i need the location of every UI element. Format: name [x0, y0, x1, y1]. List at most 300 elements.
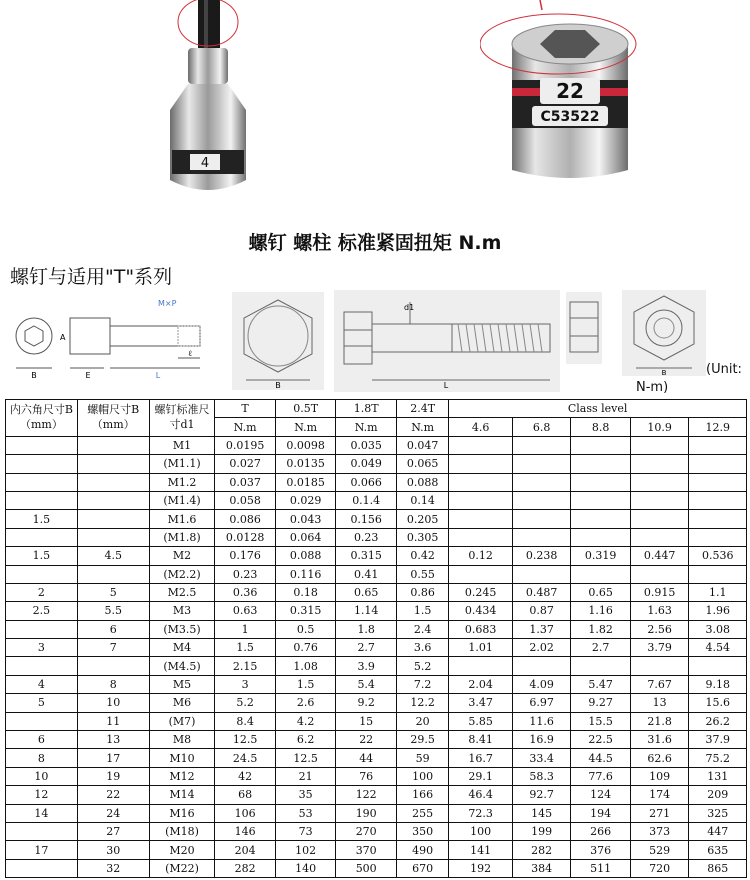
header-unit-05t: N.m: [275, 418, 336, 436]
cell-t18: 0.41: [336, 565, 397, 583]
cell-class-12-9: 15.6: [689, 694, 747, 712]
header-05t: 0.5T: [275, 400, 336, 418]
cell-t24: 20: [396, 712, 448, 730]
cell-t05: 0.029: [275, 491, 336, 509]
cell-class-12-9: [689, 473, 747, 491]
cell-class-4-6: 0.683: [449, 620, 513, 638]
cell-t: 0.086: [215, 510, 276, 528]
cell-class-4-6: 0.12: [449, 547, 513, 565]
cell-screw-size: M5: [149, 675, 215, 693]
cell-class-6-8: [512, 528, 570, 546]
cell-hex-size: 3: [6, 639, 78, 657]
cell-t05: 0.088: [275, 547, 336, 565]
cell-t: 2.15: [215, 657, 276, 675]
cell-class-8-8: [571, 657, 631, 675]
cell-class-8-8: 2.7: [571, 639, 631, 657]
cell-t18: 15: [336, 712, 397, 730]
cell-class-10-9: [630, 473, 688, 491]
cell-class-8-8: [571, 510, 631, 528]
cell-class-10-9: 2.56: [630, 620, 688, 638]
cell-class-8-8: [571, 491, 631, 509]
cell-nut-size: 30: [77, 841, 149, 859]
cell-screw-size: (M18): [149, 822, 215, 840]
cell-t: 0.23: [215, 565, 276, 583]
cell-class-4-6: [449, 657, 513, 675]
cell-screw-size: (M2.2): [149, 565, 215, 583]
cell-screw-size: M3: [149, 602, 215, 620]
cell-class-4-6: [449, 510, 513, 528]
cell-class-8-8: 1.16: [571, 602, 631, 620]
cell-nut-size: 22: [77, 786, 149, 804]
socket2-size-label: 22: [556, 79, 584, 103]
cell-t24: 0.14: [396, 491, 448, 509]
cell-t24: 0.55: [396, 565, 448, 583]
table-row: [6, 565, 747, 583]
cell-class-10-9: [630, 455, 688, 473]
cell-class-10-9: 109: [630, 767, 688, 785]
b-label-1: B: [31, 371, 37, 380]
cell-nut-size: 4.5: [77, 547, 149, 565]
cell-t24: 0.305: [396, 528, 448, 546]
cell-class-6-8: 384: [512, 859, 570, 877]
cell-class-10-9: 31.6: [630, 731, 688, 749]
cell-t05: 1.5: [275, 675, 336, 693]
cell-class-4-6: 16.7: [449, 749, 513, 767]
cell-hex-size: [6, 822, 78, 840]
cell-class-4-6: 2.04: [449, 675, 513, 693]
table-row: [6, 731, 747, 749]
cell-class-12-9: 209: [689, 786, 747, 804]
cell-hex-size: 12: [6, 786, 78, 804]
cell-t24: 670: [396, 859, 448, 877]
header-class-6-8: 6.8: [512, 418, 570, 436]
cell-class-8-8: 124: [571, 786, 631, 804]
cell-t: 24.5: [215, 749, 276, 767]
cell-class-8-8: 194: [571, 804, 631, 822]
cell-screw-size: M1.6: [149, 510, 215, 528]
section-subtitle: 螺钉与适用"T"系列: [10, 266, 173, 288]
cell-class-4-6: 100: [449, 822, 513, 840]
header-class-level: Class level: [449, 400, 747, 418]
cell-t05: 0.76: [275, 639, 336, 657]
cell-t24: 490: [396, 841, 448, 859]
cell-class-8-8: 22.5: [571, 731, 631, 749]
cell-class-12-9: 0.536: [689, 547, 747, 565]
cell-t05: 0.18: [275, 583, 336, 601]
cell-class-10-9: 174: [630, 786, 688, 804]
cell-t18: 0.315: [336, 547, 397, 565]
cell-nut-size: 5.5: [77, 602, 149, 620]
cell-screw-size: M4: [149, 639, 215, 657]
cell-class-6-8: [512, 436, 570, 454]
cell-t24: 0.205: [396, 510, 448, 528]
cell-nut-size: [77, 657, 149, 675]
cell-class-8-8: [571, 473, 631, 491]
cell-class-10-9: 720: [630, 859, 688, 877]
e-label: E: [85, 371, 91, 380]
cell-t18: 270: [336, 822, 397, 840]
unit-label-line2: N-m): [636, 380, 669, 395]
cell-t: 282: [215, 859, 276, 877]
cell-class-6-8: 1.37: [512, 620, 570, 638]
cell-t18: 2.7: [336, 639, 397, 657]
cell-class-12-9: 3.08: [689, 620, 747, 638]
cell-t24: 12.2: [396, 694, 448, 712]
table-row: [6, 528, 747, 546]
table-row: [6, 510, 747, 528]
cell-class-4-6: 141: [449, 841, 513, 859]
cell-t24: 100: [396, 767, 448, 785]
cell-class-4-6: [449, 491, 513, 509]
cell-class-12-9: 75.2: [689, 749, 747, 767]
table-row: [6, 712, 747, 730]
cell-class-8-8: 15.5: [571, 712, 631, 730]
header-unit-18t: N.m: [336, 418, 397, 436]
unit-label-line1: (Unit:: [706, 362, 742, 377]
a-label: A: [60, 333, 66, 342]
header-screw-size: 螺钉标准尺寸d1: [149, 400, 215, 437]
cell-hex-size: 1.5: [6, 510, 78, 528]
cell-class-4-6: 0.434: [449, 602, 513, 620]
cell-nut-size: [77, 491, 149, 509]
cell-screw-size: (M1.4): [149, 491, 215, 509]
cell-t: 3: [215, 675, 276, 693]
cell-nut-size: [77, 436, 149, 454]
cell-screw-size: M10: [149, 749, 215, 767]
cell-t05: 2.6: [275, 694, 336, 712]
socket1-size-label: 4: [200, 156, 210, 171]
cell-hex-size: 14: [6, 804, 78, 822]
cell-nut-size: [77, 455, 149, 473]
cell-screw-size: M20: [149, 841, 215, 859]
header-nut-size: 螺帽尺寸B（mm）: [77, 400, 149, 437]
cell-class-6-8: [512, 491, 570, 509]
cell-class-4-6: 192: [449, 859, 513, 877]
cell-class-10-9: [630, 491, 688, 509]
cell-t: 1.5: [215, 639, 276, 657]
cell-class-4-6: [449, 455, 513, 473]
cell-class-12-9: 865: [689, 859, 747, 877]
hex-bit-socket-photo: [150, 0, 260, 200]
cell-t18: 0.035: [336, 436, 397, 454]
cell-class-10-9: 7.67: [630, 675, 688, 693]
cell-class-12-9: [689, 491, 747, 509]
cell-t05: 0.0135: [275, 455, 336, 473]
cell-class-12-9: [689, 510, 747, 528]
cell-class-6-8: 0.87: [512, 602, 570, 620]
cell-screw-size: (M7): [149, 712, 215, 730]
socket2-code-label: C53522: [540, 109, 600, 125]
cell-screw-size: M1: [149, 436, 215, 454]
table-row: [6, 749, 747, 767]
cell-hex-size: 17: [6, 841, 78, 859]
cell-hex-size: [6, 455, 78, 473]
cell-nut-size: [77, 565, 149, 583]
cell-t18: 0.049: [336, 455, 397, 473]
table-row: [6, 639, 747, 657]
ell-label: ℓ: [188, 349, 192, 358]
cell-nut-size: 17: [77, 749, 149, 767]
torque-table: [5, 399, 747, 878]
cell-class-6-8: 58.3: [512, 767, 570, 785]
cell-class-10-9: 3.79: [630, 639, 688, 657]
cell-t05: 1.08: [275, 657, 336, 675]
cell-class-8-8: 9.27: [571, 694, 631, 712]
cell-hex-size: [6, 565, 78, 583]
cell-t05: 0.064: [275, 528, 336, 546]
cell-class-12-9: 9.18: [689, 675, 747, 693]
cell-class-4-6: 0.245: [449, 583, 513, 601]
cell-screw-size: (M1.1): [149, 455, 215, 473]
cell-class-4-6: [449, 565, 513, 583]
table-row: [6, 804, 747, 822]
cell-t05: 6.2: [275, 731, 336, 749]
cell-t18: 500: [336, 859, 397, 877]
header-class-10-9: 10.9: [630, 418, 688, 436]
cell-hex-size: 8: [6, 749, 78, 767]
cell-t24: 0.047: [396, 436, 448, 454]
cell-screw-size: M16: [149, 804, 215, 822]
cell-t18: 3.9: [336, 657, 397, 675]
cell-t05: 35: [275, 786, 336, 804]
cell-class-4-6: 29.1: [449, 767, 513, 785]
cell-class-6-8: [512, 657, 570, 675]
cell-t05: 0.0185: [275, 473, 336, 491]
header-24t: 2.4T: [396, 400, 448, 418]
cell-t: 204: [215, 841, 276, 859]
cell-class-8-8: [571, 455, 631, 473]
cell-t05: 21: [275, 767, 336, 785]
cell-screw-size: M1.2: [149, 473, 215, 491]
cell-class-12-9: 635: [689, 841, 747, 859]
cell-t18: 9.2: [336, 694, 397, 712]
cell-class-10-9: 13: [630, 694, 688, 712]
cell-class-8-8: 77.6: [571, 767, 631, 785]
cell-t: 1: [215, 620, 276, 638]
cell-t05: 0.315: [275, 602, 336, 620]
cell-class-8-8: 511: [571, 859, 631, 877]
header-unit-t: N.m: [215, 418, 276, 436]
cell-t18: 0.65: [336, 583, 397, 601]
cell-t24: 255: [396, 804, 448, 822]
cell-class-6-8: [512, 473, 570, 491]
cell-class-6-8: 33.4: [512, 749, 570, 767]
table-row: [6, 841, 747, 859]
cell-nut-size: 24: [77, 804, 149, 822]
cell-class-4-6: 72.3: [449, 804, 513, 822]
cell-class-12-9: 1.1: [689, 583, 747, 601]
table-header: [6, 400, 747, 437]
cell-nut-size: 10: [77, 694, 149, 712]
cell-class-10-9: [630, 565, 688, 583]
cell-class-6-8: 6.97: [512, 694, 570, 712]
table-row: [6, 547, 747, 565]
cell-nut-size: 32: [77, 859, 149, 877]
cell-hex-size: 2.5: [6, 602, 78, 620]
cell-nut-size: 8: [77, 675, 149, 693]
cell-hex-size: 10: [6, 767, 78, 785]
cell-class-8-8: 5.47: [571, 675, 631, 693]
cell-class-8-8: 0.65: [571, 583, 631, 601]
cell-class-6-8: 145: [512, 804, 570, 822]
b-label-3: B: [661, 369, 667, 376]
cell-t18: 5.4: [336, 675, 397, 693]
cell-nut-size: 5: [77, 583, 149, 601]
cell-class-8-8: 44.5: [571, 749, 631, 767]
l-label-1: L: [155, 371, 161, 380]
cell-screw-size: (M22): [149, 859, 215, 877]
cell-t24: 0.86: [396, 583, 448, 601]
cell-t24: 0.065: [396, 455, 448, 473]
cell-t05: 140: [275, 859, 336, 877]
cell-class-6-8: [512, 510, 570, 528]
cell-class-10-9: 373: [630, 822, 688, 840]
table-row: [6, 694, 747, 712]
cell-class-8-8: 376: [571, 841, 631, 859]
cell-class-6-8: 11.6: [512, 712, 570, 730]
table-row: [6, 657, 747, 675]
cell-t18: 190: [336, 804, 397, 822]
cell-class-12-9: [689, 528, 747, 546]
cell-t: 0.027: [215, 455, 276, 473]
cell-t05: 0.116: [275, 565, 336, 583]
cell-t: 0.0195: [215, 436, 276, 454]
cell-t05: 0.0098: [275, 436, 336, 454]
cell-nut-size: [77, 473, 149, 491]
cell-t18: 122: [336, 786, 397, 804]
table-row: [6, 473, 747, 491]
cell-t24: 166: [396, 786, 448, 804]
cell-hex-size: 5: [6, 694, 78, 712]
cell-class-10-9: 271: [630, 804, 688, 822]
cell-hex-size: 1.5: [6, 547, 78, 565]
header-class-12-9: 12.9: [689, 418, 747, 436]
cell-t18: 0.156: [336, 510, 397, 528]
cell-t24: 350: [396, 822, 448, 840]
cell-class-12-9: 325: [689, 804, 747, 822]
cell-class-4-6: [449, 436, 513, 454]
cell-class-12-9: 26.2: [689, 712, 747, 730]
cell-t: 0.0128: [215, 528, 276, 546]
cell-nut-size: 7: [77, 639, 149, 657]
cell-class-4-6: 5.85: [449, 712, 513, 730]
cell-class-10-9: 21.8: [630, 712, 688, 730]
cell-t: 42: [215, 767, 276, 785]
table-row: [6, 436, 747, 454]
cell-nut-size: 13: [77, 731, 149, 749]
cell-t05: 53: [275, 804, 336, 822]
cell-class-6-8: 16.9: [512, 731, 570, 749]
table-row: [6, 602, 747, 620]
cell-screw-size: M2: [149, 547, 215, 565]
cell-class-4-6: [449, 528, 513, 546]
cell-class-10-9: 1.63: [630, 602, 688, 620]
cell-class-6-8: [512, 455, 570, 473]
cell-class-8-8: 0.319: [571, 547, 631, 565]
header-class-8-8: 8.8: [571, 418, 631, 436]
cell-t18: 22: [336, 731, 397, 749]
cell-screw-size: M12: [149, 767, 215, 785]
cell-hex-size: [6, 528, 78, 546]
cell-t24: 2.4: [396, 620, 448, 638]
cell-class-10-9: 529: [630, 841, 688, 859]
cell-t: 0.176: [215, 547, 276, 565]
table-row: [6, 859, 747, 877]
cell-t18: 0.066: [336, 473, 397, 491]
cell-t18: 76: [336, 767, 397, 785]
cell-screw-size: M14: [149, 786, 215, 804]
cell-t05: 102: [275, 841, 336, 859]
table-row: [6, 767, 747, 785]
cell-t24: 59: [396, 749, 448, 767]
cell-t05: 73: [275, 822, 336, 840]
cell-class-6-8: 92.7: [512, 786, 570, 804]
cell-t: 5.2: [215, 694, 276, 712]
header-18t: 1.8T: [336, 400, 397, 418]
cell-class-8-8: [571, 436, 631, 454]
cell-class-6-8: 0.238: [512, 547, 570, 565]
cell-hex-size: 2: [6, 583, 78, 601]
table-body: [6, 436, 747, 877]
cell-nut-size: 27: [77, 822, 149, 840]
cell-screw-size: (M1.8): [149, 528, 215, 546]
cell-t24: 5.2: [396, 657, 448, 675]
cell-t05: 0.043: [275, 510, 336, 528]
cell-hex-size: [6, 620, 78, 638]
cell-t: 146: [215, 822, 276, 840]
cell-t24: 7.2: [396, 675, 448, 693]
table-row: [6, 455, 747, 473]
cell-t: 12.5: [215, 731, 276, 749]
cell-class-4-6: 8.41: [449, 731, 513, 749]
table-row: [6, 675, 747, 693]
cell-class-12-9: 4.54: [689, 639, 747, 657]
cell-t18: 1.8: [336, 620, 397, 638]
table-row: [6, 583, 747, 601]
cell-class-4-6: 3.47: [449, 694, 513, 712]
cell-t05: 0.5: [275, 620, 336, 638]
cell-t24: 0.42: [396, 547, 448, 565]
header-hex-socket-size: 内六角尺寸B（mm）: [6, 400, 78, 437]
cell-screw-size: M2.5: [149, 583, 215, 601]
cell-hex-size: 6: [6, 731, 78, 749]
cell-class-6-8: 199: [512, 822, 570, 840]
cell-class-6-8: 0.487: [512, 583, 570, 601]
cell-class-10-9: [630, 657, 688, 675]
cell-t: 8.4: [215, 712, 276, 730]
table-row: [6, 822, 747, 840]
cell-t24: 1.5: [396, 602, 448, 620]
cell-class-10-9: [630, 528, 688, 546]
b-label-2: B: [275, 381, 281, 390]
cell-hex-size: [6, 436, 78, 454]
hex-head-diagram: [232, 292, 324, 390]
cell-nut-size: [77, 510, 149, 528]
cell-t18: 0.1.4: [336, 491, 397, 509]
cell-screw-size: M6: [149, 694, 215, 712]
hex-socket-photo: [480, 0, 660, 190]
cell-t: 68: [215, 786, 276, 804]
cell-class-6-8: 4.09: [512, 675, 570, 693]
cell-class-4-6: 46.4: [449, 786, 513, 804]
cell-class-8-8: [571, 528, 631, 546]
cell-class-10-9: [630, 510, 688, 528]
cell-t05: 12.5: [275, 749, 336, 767]
cell-class-12-9: [689, 657, 747, 675]
cell-class-8-8: [571, 565, 631, 583]
cell-t: 0.63: [215, 602, 276, 620]
cell-hex-size: [6, 859, 78, 877]
